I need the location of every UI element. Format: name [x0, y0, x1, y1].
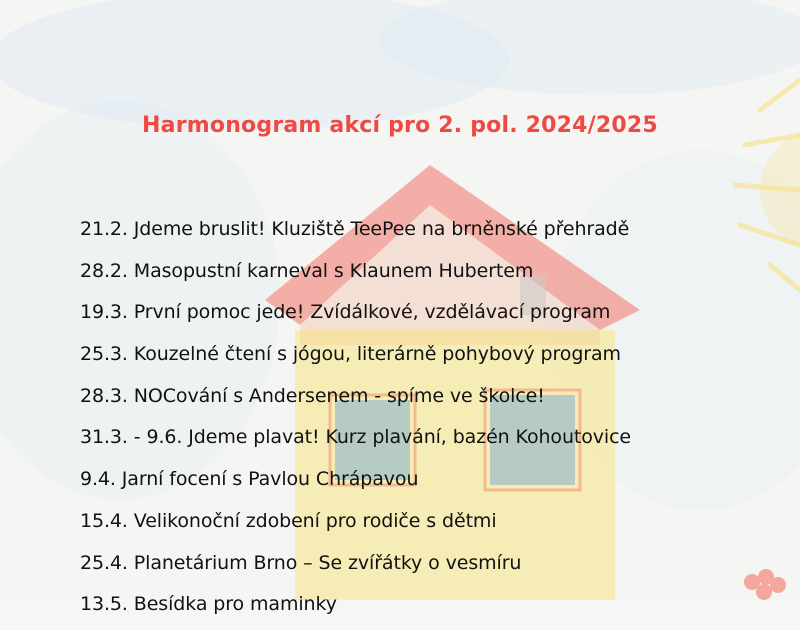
events-list — [80, 213, 631, 630]
page-title: Harmonogram akcí pro 2. pol. 2024/2025 — [142, 113, 658, 138]
event-item: 19.3. První pomoc jede! Zvídálkové, vzdělávací program — [80, 301, 611, 324]
event-item: 25.3. Kouzelné čtení s jógou, literárně pohybový program — [80, 343, 621, 366]
event-item: 31.3. - 9.6. Jdeme plavat! Kurz plavání, bazén Kohoutovice — [80, 426, 632, 449]
event-item: 21.2. Jdeme bruslit! Kluziště TeePee na brněnské přehradě — [80, 218, 630, 240]
event-item: 25.4. Planetárium Brno – Se zvířátky o vesmíru — [80, 551, 522, 574]
event-item: 9.4. Jarní focení s Pavlou Chrápavou — [80, 468, 419, 491]
event-item: 28.2. Masopustní karneval s Klaunem Hubertem — [80, 259, 534, 282]
event-item: 13.5. Besídka pro maminky — [80, 593, 337, 616]
event-item: 28.3. NOCování s Andersenem - spíme ve školce! — [80, 384, 545, 407]
event-item: 15.4. Velikonoční zdobení pro rodiče s dětmi — [80, 509, 497, 532]
